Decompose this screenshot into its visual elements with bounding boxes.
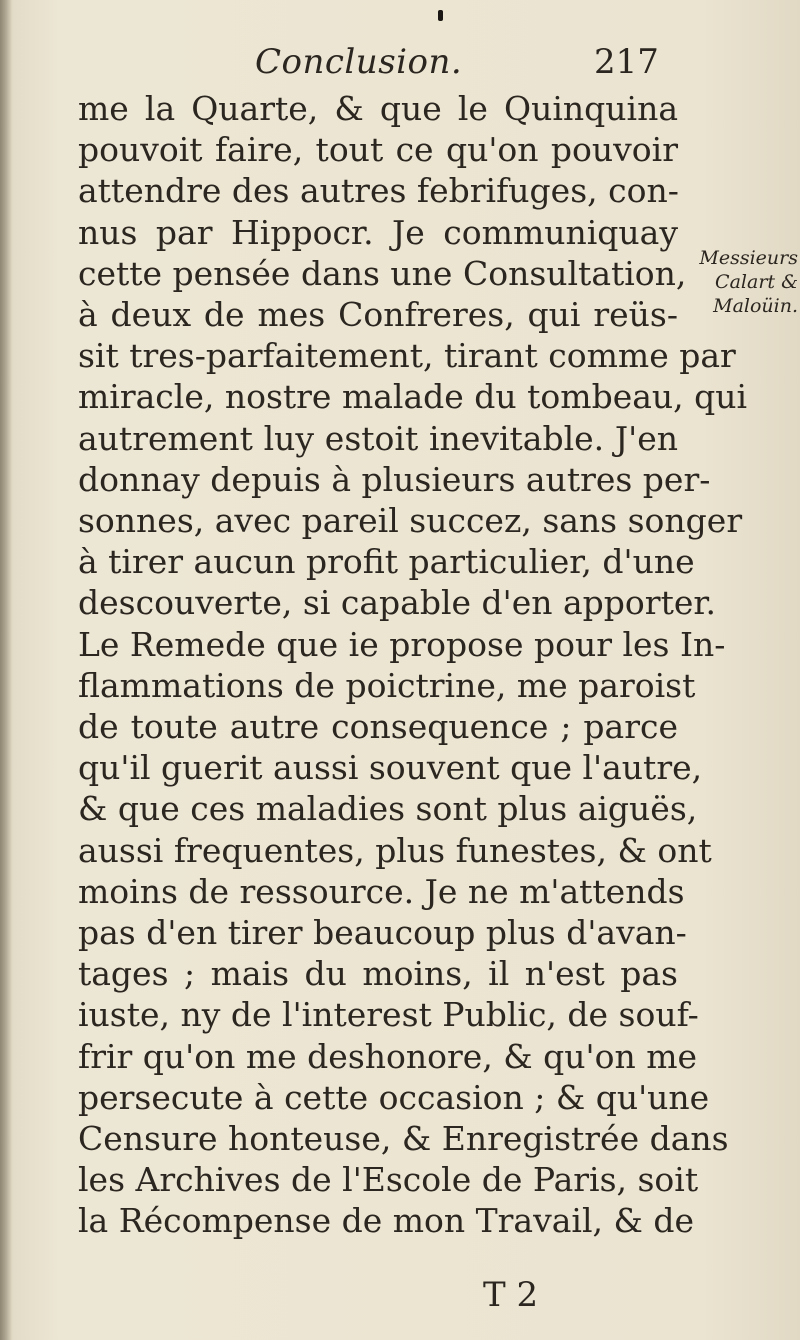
page-header xyxy=(0,42,800,92)
running-title: Conclusion. xyxy=(255,42,463,82)
text-line: sonnes, avec pareil succez, sans songer xyxy=(78,501,743,541)
text-line: donnay depuis à plusieurs autres per- xyxy=(78,459,711,499)
text-line: sit tres-parfaitement, tirant comme par xyxy=(78,336,736,376)
text-line: & que ces maladies sont plus aiguës, xyxy=(78,789,698,829)
signature-mark: T 2 xyxy=(483,1275,539,1315)
margin-note-line: Maloüin. xyxy=(713,295,798,317)
body-text xyxy=(78,88,748,1242)
text-line: Le Remede que ie propose pour les In- xyxy=(78,624,726,664)
text-line: la Récompense de mon Travail, & de xyxy=(78,1201,695,1241)
text-line: qu'il guerit aussi souvent que l'autre, xyxy=(78,748,703,788)
text-line: persecute à cette occasion ; & qu'une xyxy=(78,1077,710,1117)
margin-note-line: Messieurs xyxy=(699,247,798,269)
text-line: autrement luy estoit inevitable. J'en xyxy=(78,418,678,458)
text-line: Censure honteuse, & Enregistrée dans xyxy=(78,1119,729,1159)
text-line: attendre des autres febrifuges, con- xyxy=(78,171,679,211)
text-line: pas d'en tirer beaucoup plus d'avan- xyxy=(78,913,687,953)
text-line: à tirer aucun profit particulier, d'une xyxy=(78,542,695,582)
ink-mark xyxy=(438,10,443,21)
text-line: nus par Hippocr. Je communiquay xyxy=(78,212,678,252)
text-line: aussi frequentes, plus funestes, & ont xyxy=(78,830,712,870)
text-line: flammations de poictrine, me paroist xyxy=(78,665,696,705)
text-line: à deux de mes Confreres, qui reüs- xyxy=(78,295,678,335)
spine-shadow xyxy=(0,0,12,1340)
text-line: cette pensée dans une Consultation, xyxy=(78,253,687,293)
text-line: tages ; mais du moins, il n'est pas xyxy=(78,954,678,994)
page-number: 217 xyxy=(594,42,659,82)
text-line: les Archives de l'Escole de Paris, soit xyxy=(78,1160,699,1200)
text-line: miracle, nostre malade du tombeau, qui xyxy=(78,377,748,417)
text-line: moins de ressource. Je ne m'attends xyxy=(78,871,685,911)
text-line: me la Quarte, & que le Quinquina xyxy=(78,89,678,128)
text-line: frir qu'on me deshonore, & qu'on me xyxy=(78,1036,698,1076)
margin-note-line: Calart & xyxy=(715,271,798,293)
text-line: de toute autre consequence ; parce xyxy=(78,707,678,747)
margin-note xyxy=(678,246,798,318)
text-line: descouverte, si capable d'en apporter. xyxy=(78,583,717,623)
text-line: pouvoit faire, tout ce qu'on pouvoir xyxy=(78,130,678,170)
text-line: iuste, ny de l'interest Public, de souf- xyxy=(78,995,699,1035)
